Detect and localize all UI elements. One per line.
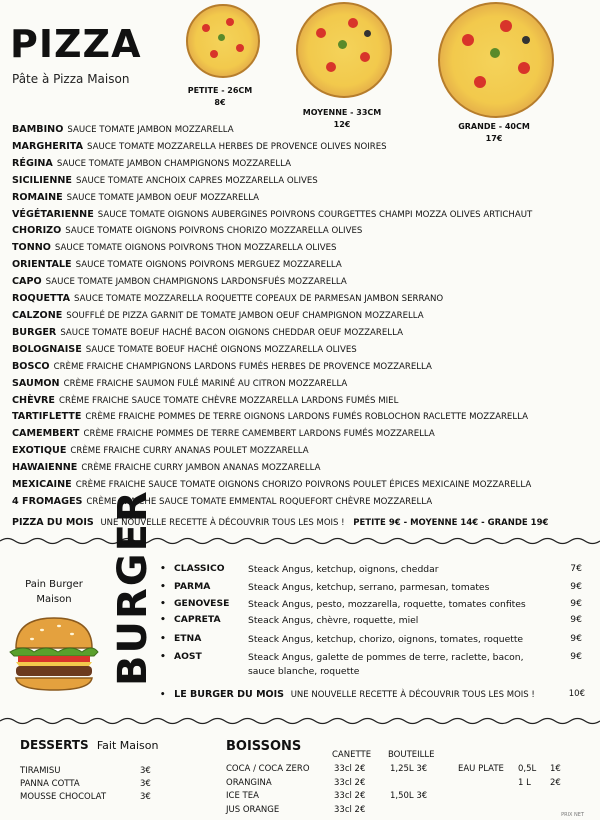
pizza-small-image [186, 4, 260, 78]
pizza-item [12, 393, 597, 410]
dessert-price: 3€ [140, 779, 151, 789]
burger-of-month-name: LE BURGER DU MOIS [174, 689, 284, 700]
size-small-label: PETITE - 26CM [187, 86, 253, 95]
bullet-icon: • [160, 563, 166, 574]
burger-name: ETNA [174, 633, 202, 644]
pizza-item [12, 156, 597, 173]
pizza-item [12, 308, 597, 325]
pizza-list [12, 122, 597, 511]
pizza-large-image [438, 2, 554, 118]
pizza-item [12, 325, 597, 342]
pizza-item [12, 342, 597, 359]
pizza-name: MEXICAINE [12, 479, 72, 491]
burger-ingredients: Steack Angus, ketchup, serrano, parmesan, tomates [248, 582, 490, 593]
drink-canette-price: 33cl 2€ [334, 777, 366, 788]
burger-price: 7€ [570, 563, 582, 574]
eau-price: 2€ [550, 777, 561, 788]
pizza-ingredients: SAUCE TOMATE BOEUF HACHÉ OIGNONS MOZZARELLA OLIVES [85, 344, 357, 355]
bullet-icon: • [160, 690, 166, 700]
desserts-title: DESSERTS [20, 738, 89, 752]
burger-side-label: Pain Burger Maison [25, 579, 83, 605]
pizza-ingredients: CRÈME FRAICHE CURRY JAMBON ANANAS MOZZARELLA [81, 463, 321, 474]
pizza-ingredients: CRÈME FRAICHE SAUMON FULÉ MARINÉ AU CITRON MOZZARELLA [63, 378, 348, 389]
pizza-item [12, 376, 597, 393]
pizza-of-month-desc: UNE NOUVELLE RECETTE À DÉCOUVRIR TOUS LES MOIS ! [100, 518, 345, 528]
pizza-name: BOLOGNAISE [12, 343, 82, 355]
dessert-name: MOUSSE CHOCOLAT [20, 792, 107, 802]
eau-price: 1€ [550, 764, 561, 774]
pizza-name: CHÈVRE [12, 394, 55, 406]
pizza-name: CALZONE [12, 309, 63, 321]
footer-note: PRIX NET [561, 812, 584, 818]
drink-name: ICE TEA [226, 791, 259, 801]
burger-name: CLASSICO [174, 563, 225, 574]
burger-of-month-price: 10€ [568, 689, 585, 699]
pizza-ingredients: SOUFFLÉ DE PIZZA GARNIT DE TOMATE JAMBON OEUF CHAMPIGNON MOZZARELLA [66, 310, 424, 321]
pizza-name: EXOTIQUE [12, 445, 67, 457]
pizza-ingredients: CRÈME FRAICHE CURRY ANANAS POULET MOZZARELLA [70, 446, 309, 457]
desserts-subtitle: Fait Maison [96, 739, 159, 752]
pizza-ingredients: SAUCE TOMATE OIGNONS POIVRONS MERGUEZ MOZZARELLA [75, 260, 342, 271]
pizza-title: PIZZA [10, 22, 142, 66]
pizza-name: BURGER [12, 326, 57, 338]
pizza-ingredients: SAUCE TOMATE ANCHOIX CAPRES MOZZARELLA OLIVES [75, 175, 318, 186]
burger-price: 9€ [570, 651, 582, 662]
pizza-name: HAWAIENNE [12, 462, 78, 474]
size-small-price: 8€ [214, 98, 226, 107]
divider-wave [0, 716, 600, 726]
pizza-item [12, 257, 597, 274]
pizza-ingredients: SAUCE TOMATE MOZZARELLA ROQUETTE COPEAUX DE PARMESAN JAMBON SERRANO [74, 294, 444, 305]
drink-canette-price: 33cl 2€ [334, 764, 366, 774]
pizza-item [12, 190, 597, 207]
pizza-ingredients: SAUCE TOMATE OIGNONS AUBERGINES POIVRONS COURGETTES CHAMPI MOZZA OLIVES ARTICHAUT [97, 209, 533, 220]
pizza-ingredients: SAUCE TOMATE OIGNONS POIVRONS CHORIZO MOZZARELLA OLIVES [65, 226, 363, 237]
burger-icon [4, 612, 104, 692]
burger-price: 9€ [570, 581, 582, 592]
pizza-ingredients: CRÈME FRAICHE SAUCE TOMATE OIGNONS CHORIZO POIVRONS POULET ÉPICES MEXICAINE MOZZARELLA [75, 480, 532, 491]
size-large-price: 17€ [485, 134, 503, 143]
pizza-name: CAMEMBERT [12, 428, 80, 440]
pizza-item [12, 122, 597, 139]
burger-ingredients: Steack Angus, ketchup, oignons, cheddar [248, 564, 439, 575]
pizza-name: RÉGINA [12, 157, 53, 169]
dessert-price: 3€ [140, 792, 151, 802]
pizza-ingredients: SAUCE TOMATE JAMBON CHAMPIGNONS MOZZARELLA [56, 158, 292, 169]
eau-size: 1 L [518, 777, 531, 788]
dessert-name: PANNA COTTA [20, 779, 80, 789]
size-large-label: GRANDE - 40CM [458, 122, 530, 131]
pizza-name: VÉGÉTARIENNE [12, 208, 94, 220]
pizza-name: CHORIZO [12, 225, 62, 237]
pizza-name: 4 FROMAGES [12, 495, 83, 507]
burger-title: BURGER [110, 489, 156, 686]
bullet-icon: • [160, 633, 166, 644]
bullet-icon: • [160, 614, 166, 625]
boissons-title: BOISSONS [226, 739, 302, 754]
burger-price: 9€ [570, 633, 582, 644]
drink-canette-price: 33cl 2€ [334, 791, 366, 801]
bullet-icon: • [160, 598, 166, 609]
burger-ingredients: Steack Angus, galette de pommes de terre, raclette, bacon, sauce blanche, roquette [248, 652, 524, 677]
pizza-item [12, 409, 597, 426]
pizza-item [12, 460, 597, 477]
burger-of-month-desc: UNE NOUVELLE RECETTE À DÉCOUVRIR TOUS LES MOIS ! [290, 690, 535, 700]
pizza-name: MARGHERITA [12, 140, 83, 152]
bullet-icon: • [160, 651, 166, 662]
pizza-ingredients: CRÈME FRAICHE CHAMPIGNONS LARDONS FUMÉS HERBES DE PROVENCE MOZZARELLA [53, 361, 432, 372]
pizza-ingredients: SAUCE TOMATE JAMBON MOZZARELLA [67, 125, 234, 135]
size-medium-label: MOYENNE - 33CM [302, 108, 382, 117]
pizza-ingredients: CRÈME FRAICHE POMMES DE TERRE OIGNONS LARDONS FUMÉS ROBLOCHON RACLETTE MOZZARELLA [85, 412, 529, 423]
pizza-name: BOSCO [12, 360, 50, 372]
bullet-icon: • [160, 581, 166, 592]
pizza-ingredients: SAUCE TOMATE JAMBON OEUF MOZZARELLA [66, 192, 260, 203]
pizza-of-month [12, 517, 548, 528]
pizza-item [12, 139, 597, 156]
burger-of-month [160, 689, 585, 700]
desserts-heading [20, 738, 158, 752]
drink-name: COCA / COCA ZERO [226, 764, 310, 774]
col-canette-header: CANETTE [332, 750, 372, 760]
burger-ingredients: Steack Angus, pesto, mozzarella, roquette, tomates confites [248, 599, 526, 610]
burger-ingredients: Steack Angus, chèvre, roquette, miel [248, 615, 419, 626]
burger-name: GENOVESE [174, 598, 230, 609]
pizza-ingredients: SAUCE TOMATE OIGNONS POIVRONS THON MOZZARELLA OLIVES [54, 243, 337, 254]
drink-bouteille-price: 1,25L 3€ [390, 764, 428, 774]
burger-name: PARMA [174, 581, 211, 592]
pizza-item [12, 274, 597, 291]
pizza-medium-image [296, 2, 392, 98]
drink-canette-price: 33cl 2€ [334, 804, 366, 815]
pizza-item [12, 291, 597, 308]
eau-name: EAU PLATE [458, 764, 504, 774]
burger-name: CAPRETA [174, 614, 221, 625]
pizza-name: ORIENTALE [12, 259, 72, 271]
pizza-ingredients: SAUCE TOMATE JAMBON CHAMPIGNONS LARDONSFUÉS MOZZARELLA [45, 277, 347, 288]
divider-wave [0, 536, 600, 546]
pizza-item [12, 223, 597, 240]
pizza-name: TONNO [12, 242, 51, 254]
pizza-name: ROMAINE [12, 191, 63, 203]
drink-name: JUS ORANGE [226, 804, 280, 815]
size-medium-price: 12€ [333, 120, 351, 129]
pizza-item [12, 173, 597, 190]
pizza-name: SAUMON [12, 377, 60, 389]
pizza-of-month-prices: PETITE 9€ - MOYENNE 14€ - GRANDE 19€ [353, 518, 549, 528]
pizza-ingredients: SAUCE TOMATE MOZZARELLA HERBES DE PROVENCE OLIVES NOIRES [87, 141, 387, 152]
col-bouteille-header: BOUTEILLE [388, 750, 435, 760]
drink-bouteille-price: 1,50L 3€ [390, 791, 428, 801]
pizza-item [12, 359, 597, 376]
burger-name: AOST [174, 651, 202, 662]
drink-name: ORANGINA [226, 777, 272, 788]
pizza-item [12, 443, 597, 460]
pizza-ingredients: CRÈME FRAICHE SAUCE TOMATE EMMENTAL ROQUEFORT CHÈVRE MOZZARELLA [86, 496, 433, 507]
pizza-item [12, 207, 597, 224]
pizza-ingredients: CRÈME FRAICHE SAUCE TOMATE CHÈVRE MOZZARELLA LARDONS FUMÉS MIEL [59, 395, 399, 406]
pizza-subtitle: Pâte à Pizza Maison [12, 72, 130, 86]
pizza-name: TARTIFLETTE [12, 411, 82, 423]
dessert-price: 3€ [140, 766, 151, 776]
eau-size: 0,5L [518, 764, 537, 774]
pizza-item [12, 426, 597, 443]
dessert-name: TIRAMISU [20, 766, 61, 776]
pizza-item [12, 477, 597, 494]
pizza-item [12, 240, 597, 257]
burger-price: 9€ [570, 598, 582, 609]
pizza-of-month-name: PIZZA DU MOIS [12, 517, 94, 528]
pizza-item [12, 494, 597, 511]
pizza-ingredients: SAUCE TOMATE BOEUF HACHÉ BACON OIGNONS CHEDDAR OEUF MOZZARELLA [60, 327, 403, 338]
pizza-name: SICILIENNE [12, 174, 72, 186]
burger-price: 9€ [570, 614, 582, 625]
pizza-ingredients: CRÈME FRAICHE POMMES DE TERRE CAMEMBERT LARDONS FUMÉS MOZZARELLA [83, 429, 435, 440]
burger-ingredients: Steack Angus, ketchup, chorizo, oignons, tomates, roquette [248, 634, 524, 645]
pizza-name: BAMBINO [12, 124, 64, 135]
pizza-name: CAPO [12, 276, 42, 288]
size-small [172, 86, 268, 107]
pizza-name: ROQUETTA [12, 293, 71, 305]
